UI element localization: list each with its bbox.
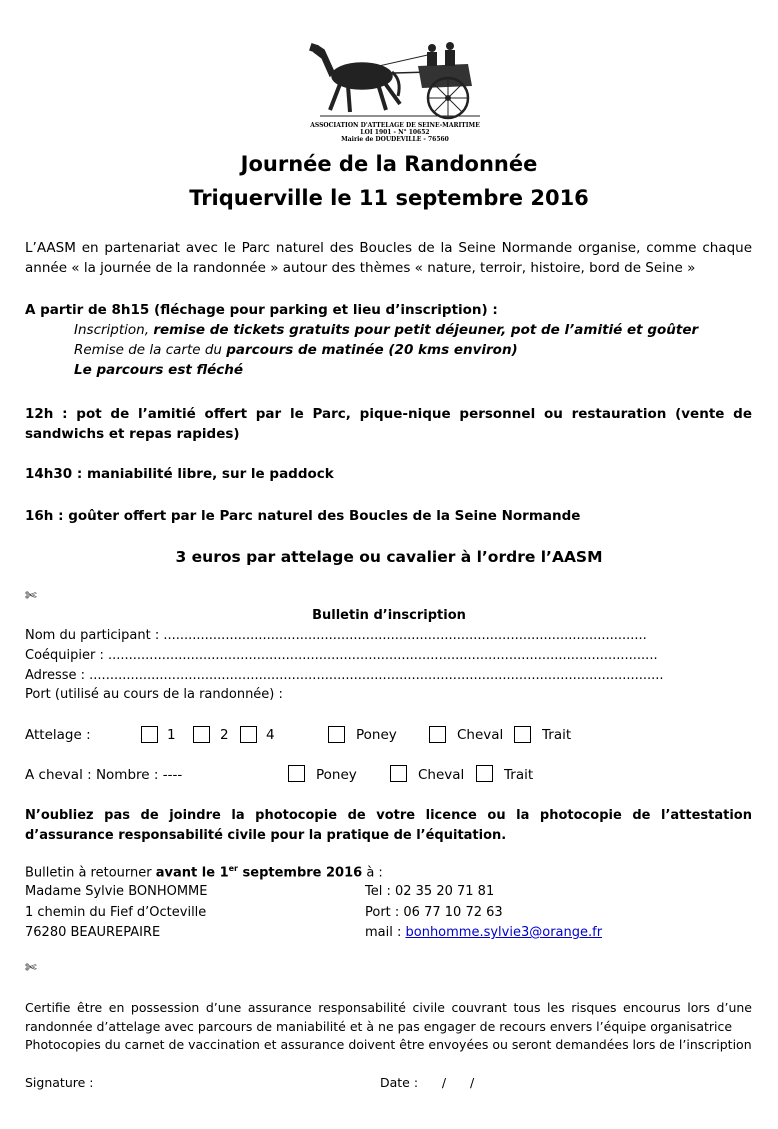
- attelage-trait-checkbox[interactable]: [514, 726, 531, 743]
- attelage-cheval-label: Cheval: [457, 727, 504, 743]
- intro-paragraph: L’AASM en partenariat avec le Parc naturel des Boucles de la Seine Normande organise, comme chaque année « la journée de la randonnée » autour des thèmes « nature, terroir, histoire, bord de Seine »: [25, 240, 752, 276]
- return-suffix: à :: [362, 865, 383, 881]
- contact-mobile: Port : 06 77 10 72 63: [365, 905, 503, 920]
- page-title: Journée de la Randonnée: [240, 152, 538, 176]
- page-subtitle: Triquerville le 11 septembre 2016: [189, 186, 589, 210]
- cheval-poney-label: Poney: [316, 767, 357, 783]
- cheval-cheval-label: Cheval: [418, 767, 465, 783]
- teammate-field[interactable]: Coéquipier : .....................................................................................................................................: [25, 648, 658, 663]
- address-field[interactable]: Adresse : ...........................................................................................................................................: [25, 668, 664, 683]
- cheval-poney-checkbox[interactable]: [288, 765, 305, 782]
- date-field[interactable]: Date : / /: [380, 1075, 475, 1090]
- attelage-4-label: 4: [266, 727, 275, 743]
- certify-paragraph: Certifie être en possession d’une assurance responsabilité civile couvrant tous les risques encourus lors d’une randonnée d’attelage avec parcours de maniabilité et à ne pas engager de recours envers l’équipe organisatrice: [25, 1000, 752, 1034]
- schedule-item-registration: [74, 322, 698, 338]
- return-date-sup: er: [228, 864, 238, 873]
- schedule-afternoon: 14h30 : maniabilité libre, sur le paddock: [25, 466, 334, 482]
- form-heading: Bulletin d’inscription: [312, 608, 466, 623]
- schedule-item-map-prefix: Remise de la carte du: [74, 342, 227, 358]
- contact-city: 76280 BEAUREPAIRE: [25, 925, 161, 940]
- attelage-2-checkbox[interactable]: [193, 726, 210, 743]
- attelage-poney-checkbox[interactable]: [328, 726, 345, 743]
- return-date-bold2: septembre 2016: [237, 865, 363, 881]
- association-address: [280, 122, 510, 143]
- association-law: LOI 1901 - N° 10652: [360, 129, 430, 136]
- contact-mail-label: mail :: [365, 925, 406, 940]
- contact-mail-link[interactable]: bonhomme.sylvie3@orange.fr: [405, 925, 603, 940]
- schedule-item-marked: Le parcours est fléché: [74, 362, 244, 378]
- contact-street: 1 chemin du Fief d’Octeville: [25, 905, 207, 920]
- contact-mail: [365, 925, 602, 940]
- schedule-snack: 16h : goûter offert par le Parc naturel des Boucles de la Seine Normande: [25, 508, 581, 524]
- association-name: ASSOCIATION D'ATTELAGE DE SEINE-MARITIME: [310, 122, 480, 129]
- cheval-count-label: A cheval : Nombre : ----: [25, 767, 183, 783]
- return-prefix: Bulletin à retourner: [25, 865, 156, 881]
- price-notice: 3 euros par attelage ou cavalier à l’ordre l’AASM: [175, 548, 603, 566]
- return-deadline: [25, 864, 383, 880]
- cheval-cheval-checkbox[interactable]: [390, 765, 407, 782]
- port-field[interactable]: Port (utilisé au cours de la randonnée) :: [25, 687, 283, 702]
- schedule-item-registration-bold: remise de tickets gratuits pour petit déjeuner, pot de l’amitié et goûter: [153, 322, 699, 338]
- horse-carriage-logo: [300, 36, 490, 122]
- schedule-item-map-bold: parcours de matinée (20 kms environ): [226, 342, 518, 358]
- scissors-icon-2: ✄: [25, 960, 37, 976]
- contact-name: Madame Sylvie BONHOMME: [25, 884, 208, 899]
- attelage-trait-label: Trait: [542, 727, 572, 743]
- scissors-icon: ✄: [25, 588, 37, 604]
- attelage-1-checkbox[interactable]: [141, 726, 158, 743]
- reminder-paragraph: N’oubliez pas de joindre la photocopie de votre licence ou la photocopie de l’attestation d’assurance responsabilité civile pour la pratique de l’équitation.: [25, 808, 752, 843]
- attelage-2-label: 2: [220, 727, 229, 743]
- attelage-cheval-checkbox[interactable]: [429, 726, 446, 743]
- cheval-trait-label: Trait: [504, 767, 534, 783]
- schedule-heading: A partir de 8h15 (fléchage pour parking et lieu d’inscription) :: [25, 302, 498, 318]
- attelage-1-label: 1: [167, 727, 176, 743]
- attelage-4-checkbox[interactable]: [240, 726, 257, 743]
- association-mairie: Mairie de DOUDEVILLE - 76560: [341, 136, 449, 143]
- attelage-label: Attelage :: [25, 727, 91, 743]
- schedule-noon: 12h : pot de l’amitié offert par le Parc, pique-nique personnel ou restauration (vente de sandwichs et repas rapides): [25, 406, 752, 442]
- cheval-trait-checkbox[interactable]: [476, 765, 493, 782]
- return-date-bold: avant le 1: [155, 865, 229, 881]
- photocopies-note: Photocopies du carnet de vaccination et assurance doivent être envoyées ou seront demandées lors de l’inscription: [25, 1037, 752, 1052]
- signature-field[interactable]: Signature :: [25, 1075, 94, 1090]
- participant-field[interactable]: Nom du participant : .....................................................................................................................: [25, 628, 647, 643]
- attelage-poney-label: Poney: [356, 727, 397, 743]
- schedule-item-registration-prefix: Inscription,: [74, 322, 154, 338]
- contact-tel: Tel : 02 35 20 71 81: [365, 884, 495, 899]
- schedule-item-map: [74, 342, 518, 358]
